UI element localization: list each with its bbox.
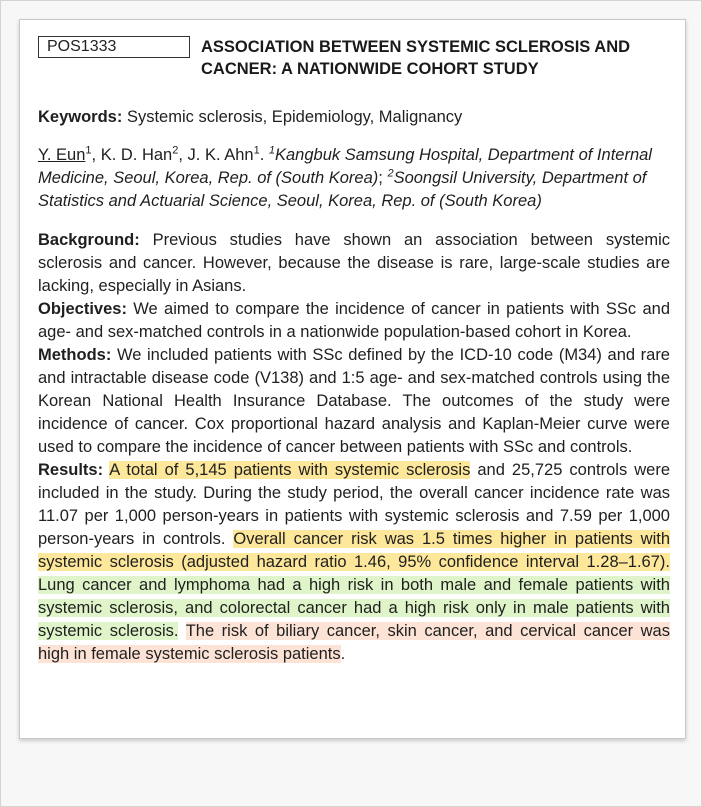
results-text: and 25,725 controls were included in the study. During the study period, the overall cancer incidence rate was 11.07 per 1,000 person-years in patients with systemic sclerosis and 7.59 per 1,000 person-years in controls.: [38, 461, 671, 548]
results-highlight-lung-lymphoma: Lung cancer and lymphoma had a high risk in both male and female patients with systemic sclerosis, and colorectal cancer had a high risk only in male patients with systemic sclerosis.: [38, 576, 670, 640]
background-text: Previous studies have shown an association between systemic sclerosis and cancer. However, because the disease is rare, large-scale studies are lacking, especially in Asians.: [38, 231, 670, 295]
author-sup: 1: [85, 144, 92, 157]
affiliation-sup: 2: [387, 167, 394, 180]
author-separator: .: [259, 146, 269, 164]
author-name: , J. K. Ahn: [178, 146, 254, 164]
keywords-text: Systemic sclerosis, Epidemiology, Malignancy: [126, 108, 463, 126]
background-section: [38, 229, 670, 298]
abstract-title: ASSOCIATION BETWEEN SYSTEMIC SCLEROSIS AND CACNER: A NATIONWIDE COHORT STUDY: [201, 38, 631, 78]
objectives-label: Objectives:: [38, 300, 127, 318]
author-sup: 2: [172, 144, 179, 157]
affiliation-1: Kangbuk Samsung Hospital, Department of Internal Medicine, Seoul, Korea, Rep. of (South Korea): [38, 146, 652, 187]
affiliation-2: Soongsil University, Department of Statistics and Actuarial Science, Seoul, Korea, Rep. of (South Korea): [38, 169, 647, 210]
keywords-label: Keywords:: [38, 108, 123, 126]
affiliation-sup: 1: [268, 144, 275, 157]
results-label: Results:: [38, 461, 104, 479]
results-highlight-cohort: A total of 5,145 patients with systemic sclerosis: [109, 461, 471, 479]
results-highlight-overall-risk: Overall cancer risk was 1.5 times higher in patients with systemic sclerosis (adjusted hazard ratio 1.46, 95% confidence interval 1.28–1.67).: [38, 530, 670, 571]
author-separator: ;: [378, 169, 388, 187]
abstract-content: [38, 36, 670, 666]
authors-block: [38, 144, 670, 213]
methods-text: We included patients with SSc defined by the ICD-10 code (M34) and rare and intractable disease code (V138) and 1:5 age- and sex-matched controls using the Korean National Health Insurance Database. The outcomes of the study were incidence of cancer. Cox proportional hazard analysis and Kaplan-Meier curve were used to compare the incidence of cancer between patients with SSc and controls.: [38, 346, 670, 456]
methods-label: Methods:: [38, 346, 112, 364]
results-highlight-female-risk: The risk of biliary cancer, skin cancer, and cervical cancer was high in female systemic sclerosis patients: [38, 622, 670, 663]
author-presenting: Y. Eun: [38, 146, 86, 164]
abstract-card: [19, 19, 686, 739]
results-section: [38, 459, 670, 666]
poster-code: POS1333: [38, 36, 190, 58]
background-label: Background:: [38, 231, 140, 249]
keywords-line: [38, 106, 670, 128]
methods-section: [38, 344, 670, 459]
abstract-header: [38, 36, 670, 80]
abstract-body: [38, 229, 670, 666]
results-text: [178, 622, 185, 640]
author-name: , K. D. Han: [91, 146, 173, 164]
objectives-text: We aimed to compare the incidence of cancer in patients with SSc and age- and sex-matched controls in a nationwide population-based cohort in Korea.: [38, 300, 670, 341]
results-text: .: [340, 645, 346, 663]
objectives-section: [38, 298, 670, 344]
author-sup: 1: [253, 144, 260, 157]
